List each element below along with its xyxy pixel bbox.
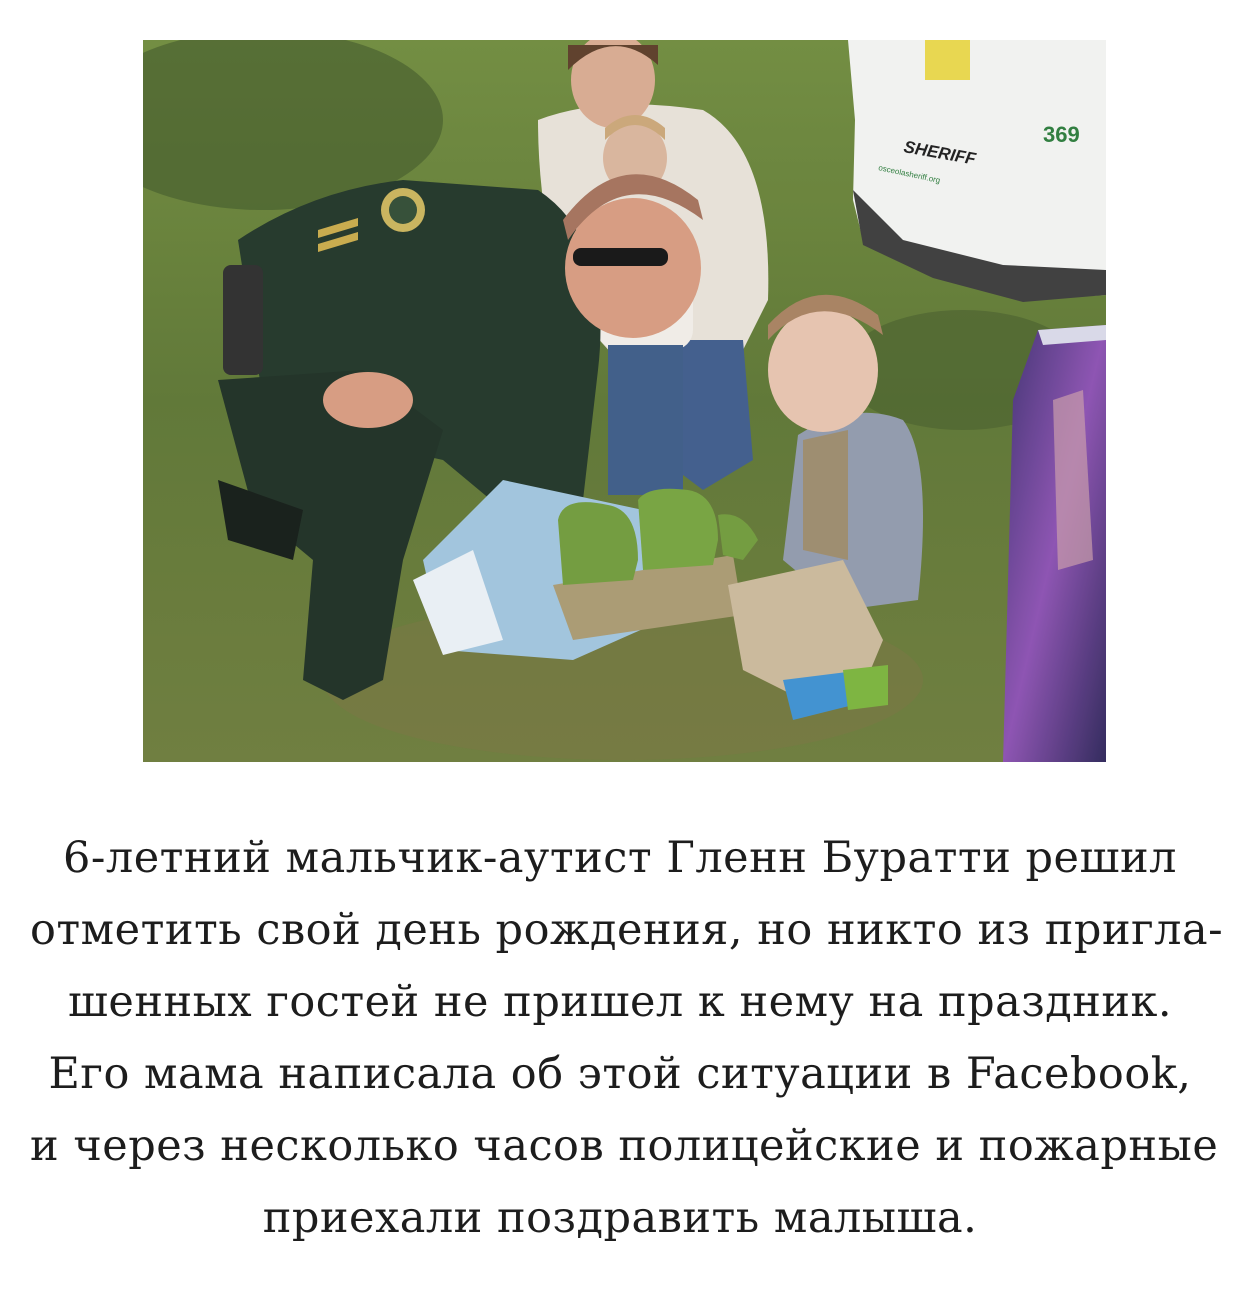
caption-line-5: и через несколько часов полицейские и пожарные bbox=[30, 1121, 1219, 1171]
caption-line-3: шенных гостей не пришел к нему на праздник. bbox=[67, 977, 1173, 1027]
caption-text bbox=[30, 822, 1224, 1254]
vehicle-website: osceolasheriff.org bbox=[877, 163, 942, 186]
vehicle-sheriff-text: SHERIFF bbox=[902, 137, 978, 169]
photo-illustration bbox=[143, 40, 1106, 762]
caption-line-1: 6-летний мальчик-аутист Гленн Буратти решил bbox=[63, 833, 1177, 883]
caption-line-2: отметить свой день рождения, но никто из пригла- bbox=[30, 905, 1224, 955]
vehicle-number: 369 bbox=[1043, 122, 1080, 147]
sunlight-overlay bbox=[143, 40, 1106, 762]
photo bbox=[143, 40, 1106, 762]
caption-line-6: приехали поздравить малыша. bbox=[262, 1193, 978, 1243]
caption-line-4: Его мама написала об этой ситуации в Facebook, bbox=[48, 1049, 1192, 1099]
